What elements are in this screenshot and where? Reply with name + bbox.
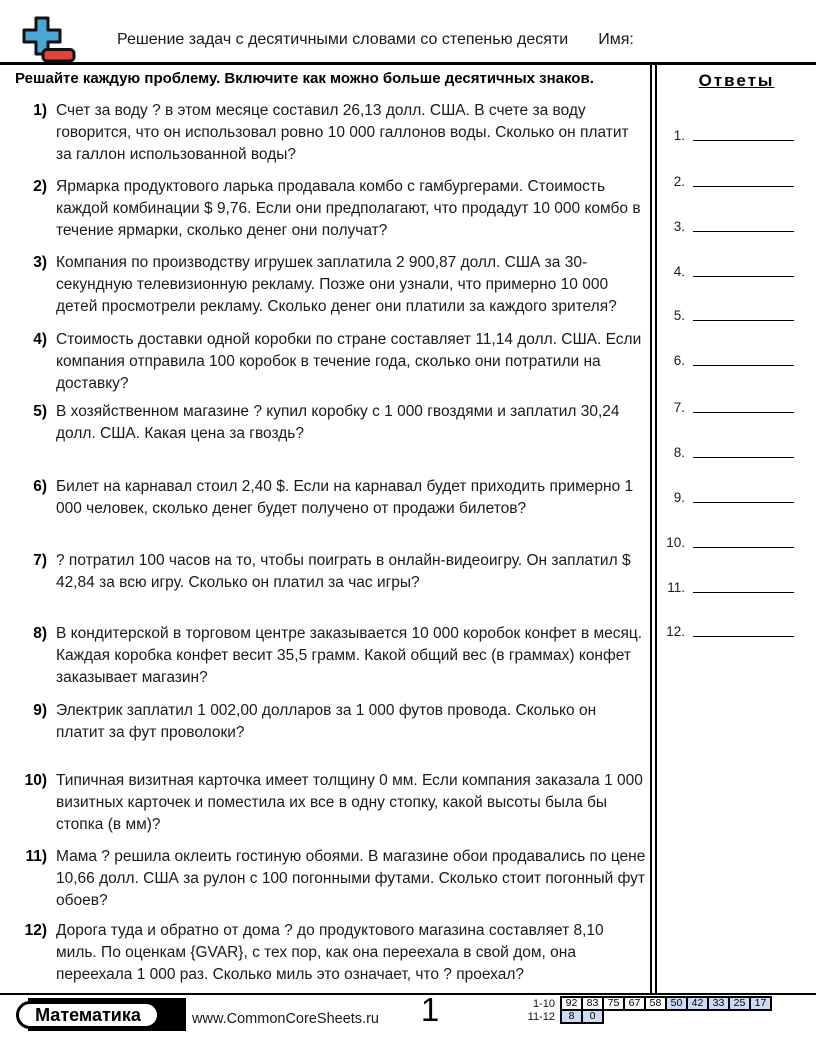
answers-column <box>657 65 816 993</box>
answer-number: 12. <box>666 624 685 639</box>
answer-blank-12[interactable] <box>693 624 794 637</box>
answer-row-4 <box>659 264 794 280</box>
problem-number: 5) <box>33 403 47 420</box>
answer-blank-7[interactable] <box>693 400 794 413</box>
problem-text: ? потратил 100 часов на то, чтобы поиграть в онлайн-видеоигру. Он заплатил $ 42,84 за всю игру. Сколько он платил за час игры? <box>56 552 631 591</box>
plus-minus-logo-icon <box>20 16 78 64</box>
problem-4 <box>16 329 648 395</box>
score-cell: 8 <box>560 1009 583 1024</box>
problem-text: Дорога туда и обратно от дома ? до продуктового магазина составляет 8,10 миль. По оценкам {GVAR}, с тех пор, как она переехала в свой дом, она переехала 1 000 раз. Сколько миль это означает, что ? проехал? <box>56 922 604 983</box>
problem-text: Стоимость доставки одной коробки по стране составляет 11,14 долл. США. Если компания отправила 100 коробок в течение года, сколько они потратили на доставку? <box>56 331 642 392</box>
answers-title: Ответы <box>698 71 775 90</box>
problem-text: Типичная визитная карточка имеет толщину 0 мм. Если компания заказала 1 000 визитных карточек и поместила их все в одну стопку, какой высоты была бы стопка (в мм)? <box>56 772 643 833</box>
brand-badge: Математика <box>16 1001 160 1029</box>
problem-12 <box>16 920 648 986</box>
page-number: 1 <box>420 991 440 1028</box>
score-cell: 42 <box>686 996 709 1011</box>
column-divider <box>650 65 657 993</box>
score-cell: 92 <box>560 996 583 1011</box>
problem-11 <box>16 846 648 912</box>
problem-7 <box>16 550 648 594</box>
problem-number: 7) <box>33 552 47 569</box>
score-cell: 75 <box>602 996 625 1011</box>
answer-row-12 <box>659 624 794 640</box>
answer-row-8 <box>659 445 794 461</box>
answer-blank-5[interactable] <box>693 308 794 321</box>
score-cell: 83 <box>581 996 604 1011</box>
answer-number: 10. <box>666 535 685 550</box>
score-cell: 0 <box>581 1009 604 1024</box>
answer-row-10 <box>659 535 794 551</box>
answer-blank-8[interactable] <box>693 445 794 458</box>
answer-blank-3[interactable] <box>693 219 794 232</box>
score-row-label: 1-10 <box>532 997 555 1010</box>
answer-number: 9. <box>673 490 685 505</box>
score-cell: 50 <box>665 996 688 1011</box>
answer-number: 3. <box>673 219 685 234</box>
header <box>117 31 634 49</box>
answer-number: 1. <box>673 128 685 143</box>
answer-blank-6[interactable] <box>693 353 794 366</box>
score-cell: 25 <box>728 996 751 1011</box>
answer-number: 8. <box>673 445 685 460</box>
answer-number: 5. <box>673 308 685 323</box>
score-cell: 17 <box>749 996 772 1011</box>
score-cell: 58 <box>644 996 667 1011</box>
problem-number: 12) <box>24 922 47 939</box>
answer-blank-11[interactable] <box>693 580 794 593</box>
answer-number: 4. <box>673 264 685 279</box>
problem-5 <box>16 401 648 445</box>
score-table <box>498 996 772 1024</box>
problem-6 <box>16 476 648 520</box>
answer-number: 6. <box>673 353 685 368</box>
answer-number: 2. <box>673 174 685 189</box>
problem-number: 3) <box>33 254 47 271</box>
problem-number: 4) <box>33 331 47 348</box>
problem-10 <box>16 770 648 836</box>
answer-row-5 <box>659 308 794 324</box>
problem-text: Мама ? решила оклеить гостиную обоями. В магазине обои продавались по цене 10,66 долл. США за рулон с 100 погонными футами. Сколько стоит погонный фут обоев? <box>56 848 646 909</box>
problem-1 <box>16 100 648 166</box>
answer-number: 7. <box>673 400 685 415</box>
answer-number: 11. <box>667 580 685 595</box>
problem-2 <box>16 176 648 242</box>
problem-9 <box>16 700 648 744</box>
problem-text: Ярмарка продуктового ларька продавала комбо с гамбургерами. Стоимость каждой комбинации $ 9,76. Если они предполагают, что продадут 10 000 комбо в течение ярмарки, сколько денег они получат? <box>56 178 641 239</box>
problem-text: В кондитерской в торговом центре заказывается 10 000 коробок конфет в месяц. Каждая коробка конфет весит 35,5 грамм. Какой общий вес (в граммах) конфет заказывает магазин? <box>56 625 643 686</box>
answer-blank-1[interactable] <box>693 128 794 141</box>
problems-column <box>0 65 650 993</box>
score-row-label: 11-12 <box>527 1010 555 1023</box>
problem-text: Билет на карнавал стоил 2,40 $. Если на карнавал будет приходить примерно 1 000 человек, сколько денег будет получено от продажи билетов? <box>56 478 634 517</box>
answer-row-6 <box>659 353 794 369</box>
website-link[interactable]: www.CommonCoreSheets.ru <box>192 1011 379 1027</box>
score-cell: 67 <box>623 996 646 1011</box>
problem-number: 1) <box>33 102 47 119</box>
answer-row-2 <box>659 174 794 190</box>
score-row-11-12 <box>498 1009 772 1024</box>
problem-number: 10) <box>24 772 47 789</box>
answer-row-3 <box>659 219 794 235</box>
problem-number: 2) <box>33 178 47 195</box>
problem-number: 8) <box>33 625 47 642</box>
answer-blank-10[interactable] <box>693 535 794 548</box>
instruction-text: Решайте каждую проблему. Включите как можно больше десятичных знаков. <box>15 70 594 87</box>
answer-blank-4[interactable] <box>693 264 794 277</box>
problem-number: 11) <box>25 848 47 865</box>
page-title: Решение задач с десятичными словами со степенью десяти <box>117 31 569 48</box>
answer-blank-2[interactable] <box>693 174 794 187</box>
answer-row-11 <box>659 580 794 596</box>
problem-number: 6) <box>33 478 47 495</box>
problem-number: 9) <box>33 702 47 719</box>
answer-blank-9[interactable] <box>693 490 794 503</box>
answer-row-7 <box>659 400 794 416</box>
name-label: Имя: <box>598 31 634 48</box>
answer-row-1 <box>659 128 794 144</box>
score-cell: 33 <box>707 996 730 1011</box>
problem-text: Электрик заплатил 1 002,00 долларов за 1 000 футов провода. Сколько он платит за фут проволоки? <box>56 702 597 741</box>
problem-8 <box>16 623 648 689</box>
problem-3 <box>16 252 648 318</box>
answer-row-9 <box>659 490 794 506</box>
problem-text: Компания по производству игрушек заплатила 2 900,87 долл. США за 30-секундную телевизионную рекламу. Позже они узнали, что примерно 10 000 детей просмотрели рекламу. Сколько денег они платили за каждого зрителя? <box>56 254 617 315</box>
problem-text: В хозяйственном магазине ? купил коробку с 1 000 гвоздями и заплатил 30,24 долл. США. Какая цена за гвоздь? <box>56 403 620 442</box>
problem-text: Счет за воду ? в этом месяце составил 26,13 долл. США. В счете за воду говорится, что он использовал ровно 10 000 галлонов воды. Сколько он платит за галлон использованной воды? <box>56 102 629 163</box>
